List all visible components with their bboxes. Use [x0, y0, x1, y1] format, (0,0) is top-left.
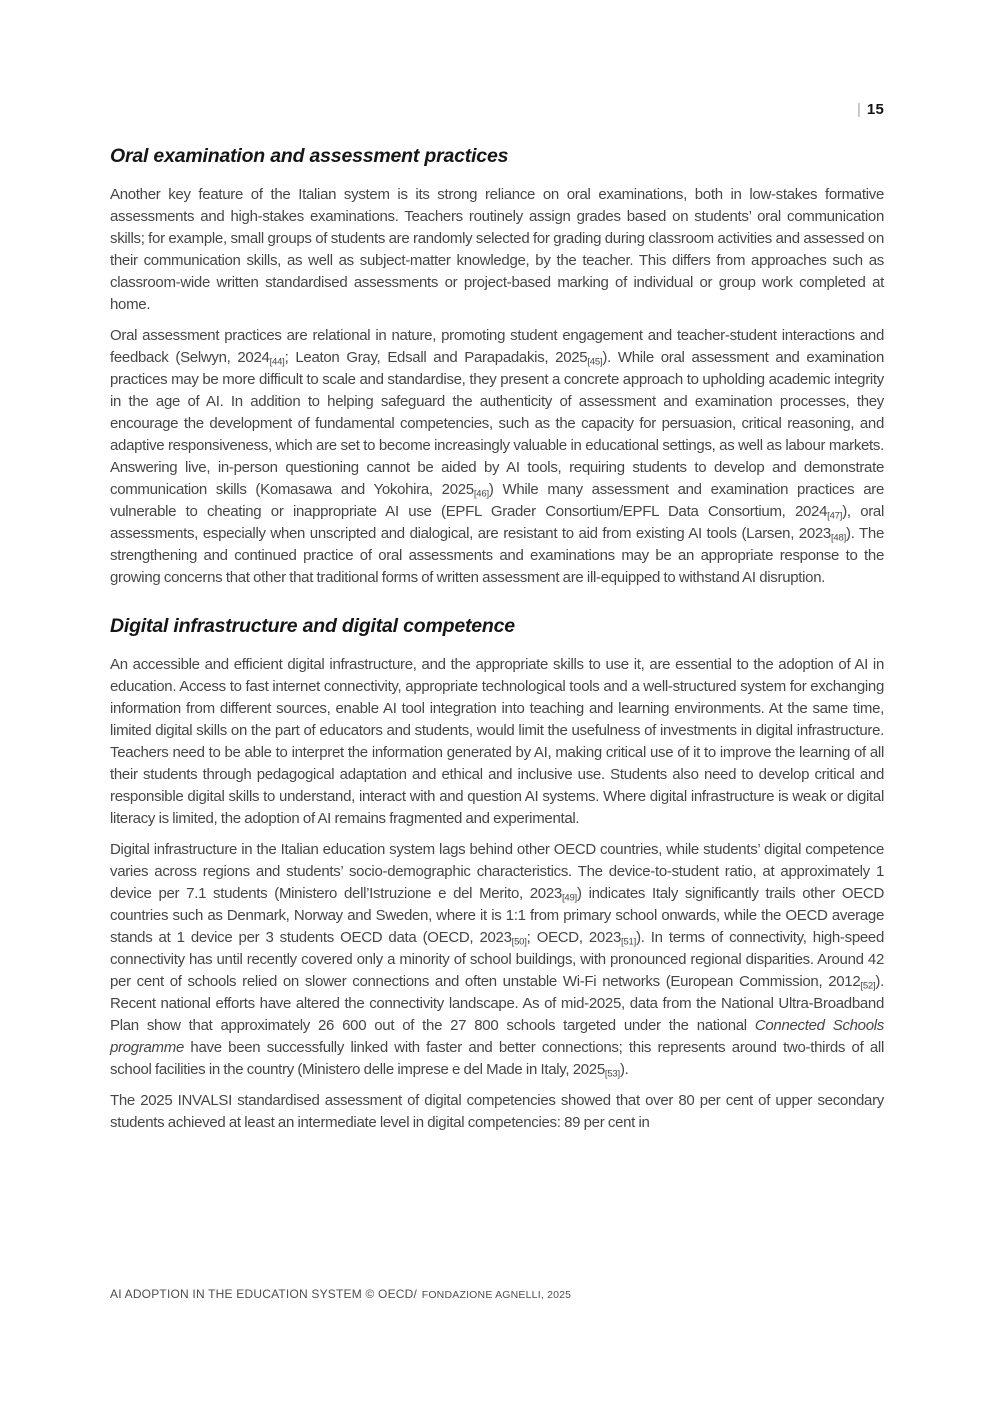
- section-oral-examination: [110, 145, 884, 589]
- citation-reference: [44]: [269, 356, 285, 368]
- citation-reference: [52]: [860, 980, 876, 992]
- citation-reference: [53]: [604, 1068, 620, 1080]
- paragraph-digital-1: An accessible and efficient digital infrastructure, and the appropriate skills to use it, are essential to the adoption of AI in education. Access to fast internet connectivity, appropriate technological tools and a well-structured system for exchanging information from different sources, enable AI tool integration into teaching and learning environments. At the same time, limited digital skills on the part of educators and students, would limit the usefulness of investments in digital infrastructure. Teachers need to be able to interpret the information generated by AI, making critical use of it to improve the learning of all their students through pedagogical adaptation and ethical and inclusive use. Students also need to develop critical and responsible digital skills to understand, interact with and question AI systems. Where digital infrastructure is weak or digital literacy is limited, the adoption of AI remains fragmented and experimental.: [110, 656, 884, 827]
- citation-reference: [46]: [473, 488, 489, 500]
- paragraph-digital-3: The 2025 INVALSI standardised assessment of digital competencies showed that over 80 per cent of upper secondary students achieved at least an intermediate level in digital competencies: 89 per cent in: [110, 1092, 884, 1131]
- document-content: [110, 145, 884, 1134]
- citation-reference: [47]: [827, 510, 843, 522]
- paragraph-oral-2: Oral assessment practices are relational in nature, promoting student engagement and teacher-student interactions and feedback (Selwyn, $2024_{[44]}$; Leaton Gray, Edsall and Parapadakis, $2025_{[45]}$). While oral assessment and examination practices may be more difficult to scale and standardise, they present a concrete approach to upholding academic integrity in the age of AI. In addition to helping safeguard the authenticity of assessment and examination processes, they encourage the development of fundamental competencies, such as the capacity for persuasion, critical reasoning, and adaptive responsiveness, which are set to become increasingly valuable in educational settings, as well as labour markets. Answering live, in-person questioning cannot be aided by AI tools, requiring students to develop and demonstrate communication skills (Komasawa and Yokohira, $2025_{[46]}$) While many assessment and examination practices are vulnerable to cheating or inappropriate AI use (EPFL Grader Consortium/EPFL Data Consortium, $2024_{[47]}$), oral assessments, especially when unscripted and dialogical, are resistant to aid from existing AI tools (Larsen, $2023_{[48]}$). The strengthening and continued practice of oral assessments and examinations may be an appropriate response to the growing concerns that other that traditional forms of written assessment are ill-equipped to withstand AI disruption.: [110, 327, 885, 586]
- citation-reference: [49]: [561, 892, 577, 904]
- italic-phrase: Connected Schools programme: [110, 1017, 884, 1056]
- paragraph-oral-1: Another key feature of the Italian system is its strong reliance on oral examinations, both in low-stakes formative assessments and high-stakes examinations. Teachers routinely assign grades based on students’ oral communication skills; for example, small groups of students are randomly selected for grading during classroom activities and assessed on their communication skills, as well as subject-matter knowledge, by the teacher. This differs from approaches such as classroom-wide written standardised assessments or project-based marking of individual or group work completed at home.: [110, 186, 884, 313]
- citation-reference: [51]: [621, 936, 637, 948]
- page-number-separator: |: [857, 101, 861, 118]
- section-digital-infrastructure: [110, 615, 884, 1134]
- citation-reference: [50]: [511, 936, 527, 948]
- page-number: 15: [866, 101, 884, 118]
- citation-reference: [45]: [587, 356, 603, 368]
- page-footer: [110, 1285, 884, 1303]
- section-heading-digital-infrastructure: Digital infrastructure and digital competence: [110, 615, 515, 637]
- page-header: [110, 100, 884, 120]
- footer-publisher: FONDAZIONE AGNELLI, 2025: [421, 1289, 572, 1301]
- citation-reference: [48]: [830, 532, 847, 544]
- section-heading-oral-examination: Oral examination and assessment practices: [110, 145, 509, 167]
- paragraph-digital-2: Digital infrastructure in the Italian education system lags behind other OECD countries, while students’ digital competence varies across regions and students’ socio-demographic characteristics. The device-to-student ratio, at approximately 1 device per 7.1 students (Ministero dell’Istruzione e del Merito, $2023_{[49]}$) indicates Italy significantly trails other OECD countries such as Denmark, Norway and Sweden, where it is 1:1 from primary school onwards, while the OECD average stands at 1 device per 3 students OECD data (OECD, $2023_{[50]}$; OECD, $2023_{[51]}$). In terms of connectivity, high-speed connectivity has until recently covered only a minority of school buildings, with pronounced regional disparities. Around 42 per cent of schools relied on slower connections and often unstable Wi-Fi networks (European Commission, $2012_{[52]}$). Recent national efforts have altered the connectivity landscape. As of mid-2025, data from the National Ultra-Broadband Plan show that approximately 26 600 out of the 27 800 schools targeted under the national Connected Schools programme have been successfully linked with faster and better connections; this represents around two-thirds of all school facilities in the country (Ministero delle imprese e del Made in Italy, $2025_{[53]}$).: [110, 841, 884, 1080]
- footer-doc-title: AI ADOPTION IN THE EDUCATION SYSTEM © OECD/: [110, 1287, 418, 1301]
